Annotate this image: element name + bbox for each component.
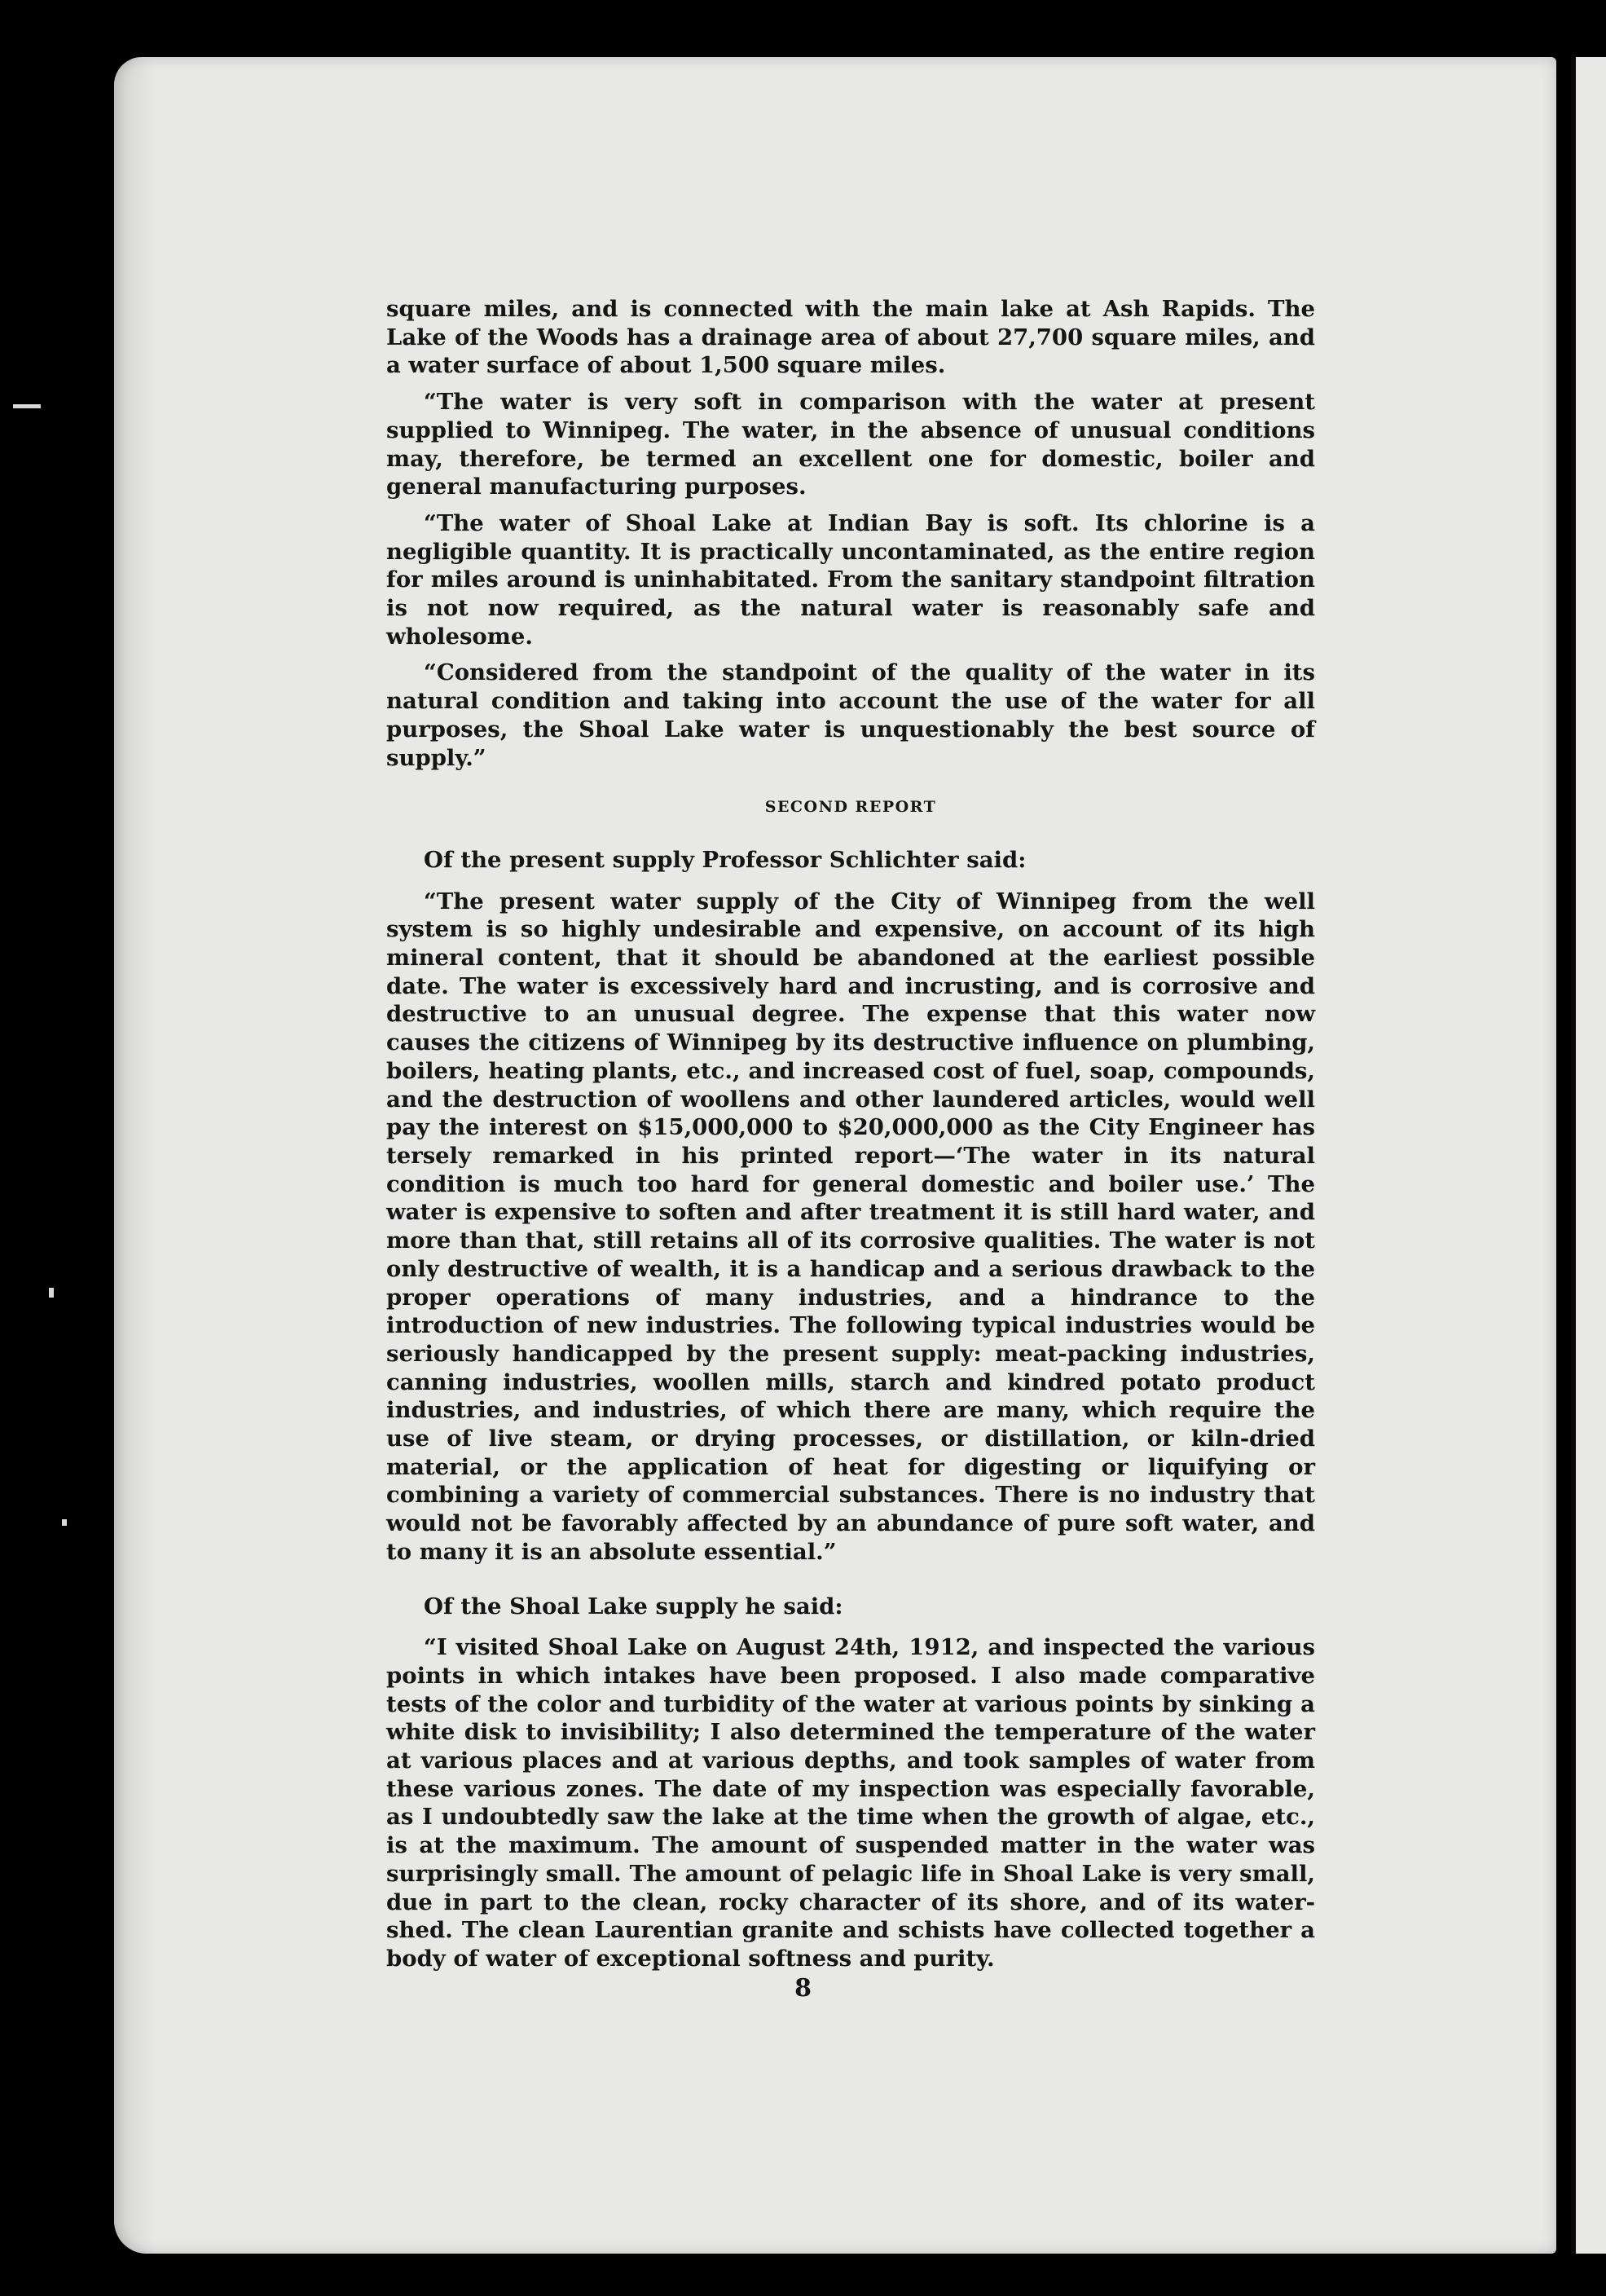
facing-page-edge — [1576, 57, 1606, 2254]
binding-shadow — [114, 57, 155, 2254]
page-number: 8 — [794, 1974, 812, 2003]
scan-speck — [13, 404, 41, 408]
paragraph: square miles, and is connected with the main lake at Ash Rapids. The Lake of the Woods has a drainage area of about 27,700 square miles, and a water surface of about 1,500 square miles. — [386, 296, 1315, 379]
lead-line: Of the Shoal Lake supply he said: — [424, 1593, 843, 1620]
quoted-paragraph: “The present water supply of the City of Winnipeg from the well system is so highly undesirable and expensive, on account of its high mineral content, that it should be abandoned at the earliest possible date. The water is excessively hard and incrusting, and is corrosive and destructive to an unusual degree. The expense that this water now causes the citizens of Winnipeg by its destructive influence on plumbing, boilers, heating plants, etc., and increased cost of fuel, soap, compounds, and the destruction of woollens and other laundered articles, would well pay the interest on $15,000,000 to $20,000,000 as the City Engineer has tersely remarked in his printed report—‘The water in its natural condition is much too hard for general domestic and boiler use.’ The water is expensive to soften and after treatment it is still hard water, and more than that, still retains all of its corrosive qualities. The water is not only destructive of wealth, it is a handicap and a serious drawback to the proper operations of many industries, and a hindrance to the introduction of new industries. The following typical industries would be seriously handicapped by the present supply: meat-packing industries, canning industries, woollen mills, starch and kindred potato product industries, and industries, of which there are many, which require the use of live steam, or drying processes, or distillation, or kiln-dried material, or the application of heat for digesting or liquifying or combining a variety of commercial substances. There is no industry that would not be favorably affected by an abundance of pure soft water, and to many it is an absolute essential.” — [386, 888, 1315, 1565]
paragraph: “Considered from the standpoint of the quality of the water in its natural condition and taking into account the use of the water for all purposes, the Shoal Lake water is unquestionably the best source of supply.” — [386, 659, 1315, 771]
lead-line: Of the present supply Professor Schlichter said: — [424, 846, 1027, 873]
section-heading: SECOND REPORT — [764, 798, 937, 817]
scan-speck — [49, 1288, 54, 1298]
body-text — [386, 295, 1315, 1981]
paragraph: “The water of Shoal Lake at Indian Bay is soft. Its chlorine is a negligible quantity. It is practically uncontaminated, as the entire region for miles around is uninhabitated. From the sanitary standpoint filtration is not now required, as the natural water is reasonably safe and wholesome. — [386, 509, 1315, 650]
quoted-paragraph: “I visited Shoal Lake on August 24th, 1912, and inspected the various points in which intakes have been proposed. I also made comparative tests of the color and turbidity of the water at various points by sinking a white disk to invisibility; I also determined the temperature of the water at various places and at various depths, and took samples of water from these various zones. The date of my inspection was especially favorable, as I undoubtedly saw the lake at the time when the growth of algae, etc., is at the maximum. The amount of suspended matter in the water was surprisingly small. The amount of pelagic life in Shoal Lake is very small, due in part to the clean, rocky character of its shore, and of its water-shed. The clean Laurentian granite and schists have collected together a body of water of exceptional softness and purity. — [386, 1634, 1315, 1972]
scan-speck — [62, 1519, 67, 1526]
paragraph-gap — [386, 1575, 1315, 1593]
paragraph: “The water is very soft in comparison with the water at present supplied to Winnipeg. The water, in the absence of unusual conditions may, therefore, be termed an excellent one for domestic, boiler and general manufacturing purposes. — [386, 389, 1315, 500]
